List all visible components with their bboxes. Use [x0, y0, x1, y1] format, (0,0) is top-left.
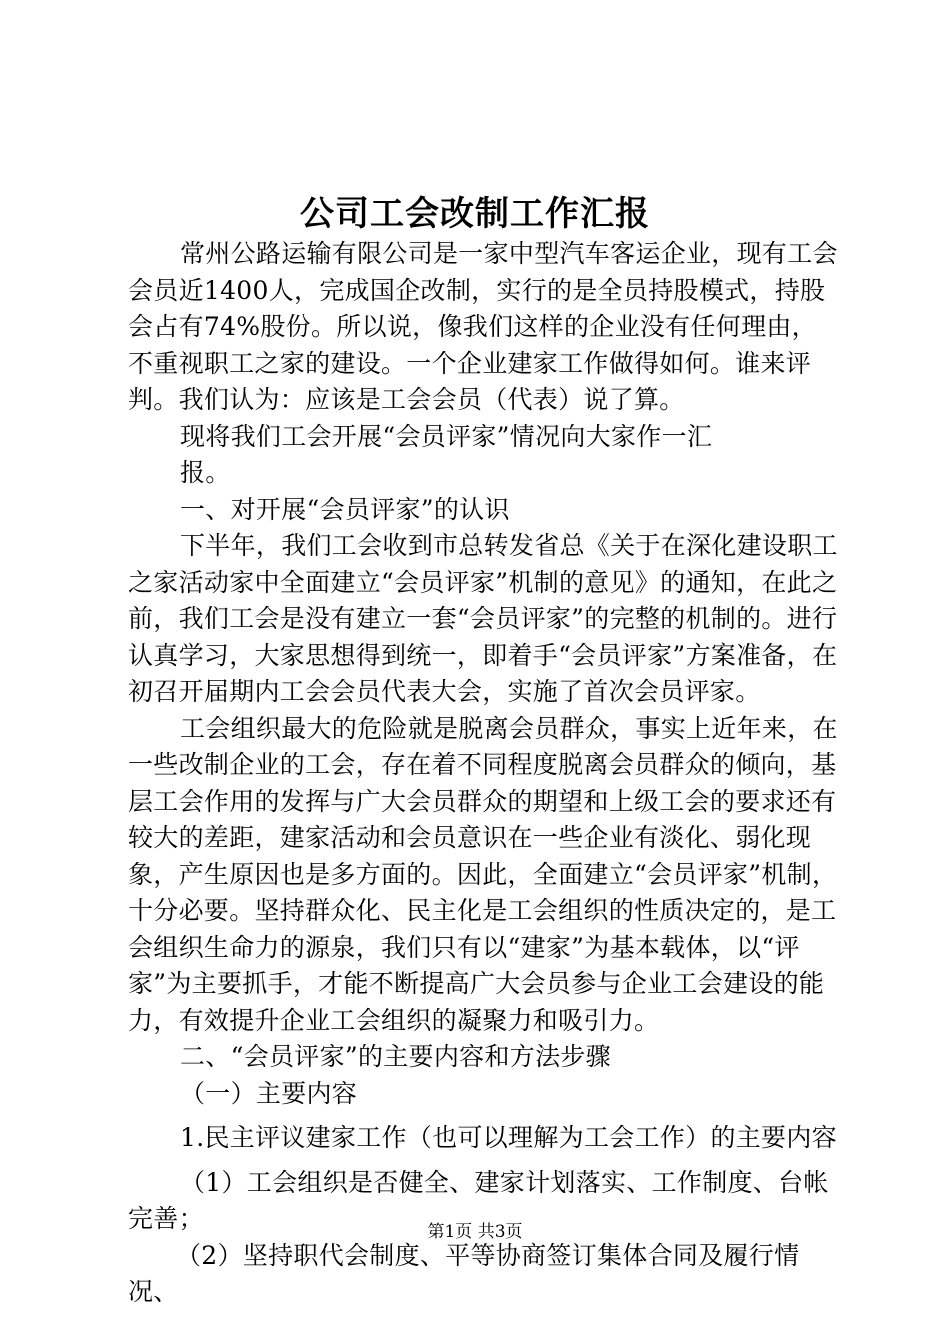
- paragraph-report-line: 现将我们工会开展“会员评家”情况向大家作一汇: [180, 421, 713, 451]
- list-item-1-1: （1）工会组织是否健全、建家计划落实、工作制度、台帐完善；: [128, 1167, 829, 1233]
- paragraph-report-end: 报。: [180, 458, 231, 487]
- paragraph-background: 下半年，我们工会收到市总转发省总《关于在深化建设职工之家活动家中全面建立“会员评家”机制的意见》的通知，在此之前，我们工会是没有建立一套“会员评家”的完整的机制的。进行认真学习，大家思想得到统一，即着手“会员评家”方案准备，在初召开届期内工会会员代表大会，实施了首次会员评家。: [128, 531, 838, 706]
- page-footer: 第1页 共3页: [427, 1222, 523, 1242]
- document-body: [128, 236, 840, 1311]
- paragraph-intro: 常州公路运输有限公司是一家中型汽车客运企业，现有工会会员近1400人，完成国企改制，实行的是全员持股模式，持股会占有74%股份。所以说，像我们这样的企业没有任何理由，不重视职工之家的建设。一个企业建家工作做得如何。谁来评判。我们认为：应该是工会会员（代表）说了算。: [128, 239, 838, 414]
- paragraph-necessity: 工会组织最大的危险就是脱离会员群众，事实上近年来，在一些改制企业的工会，存在着不同程度脱离会员群众的倾向，基层工会作用的发挥与广大会员群众的期望和上级工会的要求还有较大的差距，建家活动和会员意识在一些企业有淡化、弱化现象，产生原因也是多方面的。因此，全面建立“会员评家”机制，十分必要。坚持群众化、民主化是工会组织的性质决定的，是工会组织生命力的源泉，我们只有以“建家”为基本载体，以“评家”为主要抓手，才能不断提高广大会员参与企业工会建设的能力，有效提升企业工会组织的凝聚力和吸引力。: [128, 713, 838, 1035]
- document-title: 公司工会改制工作汇报: [300, 194, 650, 234]
- list-item-1-2: （2）坚持职代会制度、平等协商签订集体合同及履行情况、: [128, 1240, 800, 1306]
- subsection-heading: （一）主要内容: [180, 1078, 358, 1108]
- section-heading-1: 一、对开展“会员评家”的认识: [180, 494, 510, 524]
- list-item-1-text: 1.民主评议建家工作（也可以理解为工会工作）的主要内容: [180, 1123, 837, 1152]
- section-heading-2: 二、“会员评家”的主要内容和方法步骤: [180, 1042, 611, 1071]
- list-item-1: [128, 1120, 840, 1157]
